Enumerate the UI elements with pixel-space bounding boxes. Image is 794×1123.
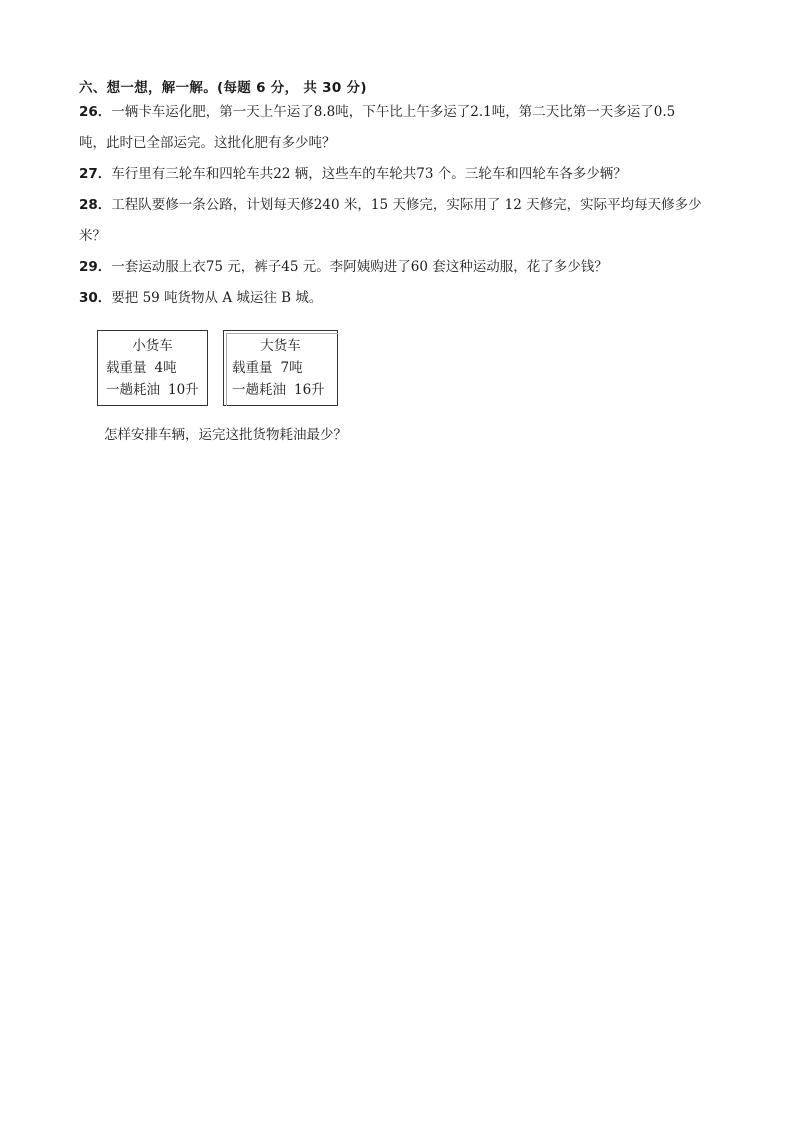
big-truck-card <box>223 330 338 406</box>
question-text: 一套运动服上衣75 元，裤子45 元。李阿姨购进了60 套这种运动服，花了多少钱？ <box>111 259 608 275</box>
fuel-value: 10升 <box>168 382 199 398</box>
question-text-continued: 吨，此时已全部运完。这批化肥有多少吨？ <box>79 135 336 151</box>
question-text: 车行里有三轮车和四轮车共22 辆，这些车的车轮共73 个。三轮车和四轮车各多少辆？ <box>111 166 627 182</box>
truck-title: 小货车 <box>132 338 173 354</box>
fuel-row <box>224 379 337 401</box>
fuel-label: 一趟耗油 <box>232 382 286 398</box>
question-29 <box>79 252 739 283</box>
question-27 <box>79 159 739 190</box>
section-title: 六、想一想，解一解。(每题 6 分， 共 30 分) <box>79 80 367 96</box>
question-28 <box>79 190 739 244</box>
fuel-row <box>98 379 207 401</box>
final-question: 怎样安排车辆，运完这批货物耗油最少？ <box>104 427 347 443</box>
question-26 <box>79 97 739 151</box>
question-text: 要把 59 吨货物从 A 城运往 B 城。 <box>111 290 323 306</box>
small-truck-card <box>97 330 208 406</box>
capacity-row <box>224 357 337 379</box>
capacity-row <box>98 357 207 379</box>
question-text-continued: 米？ <box>79 228 106 244</box>
truck-title: 大货车 <box>260 338 301 354</box>
question-number: 30． <box>79 290 112 306</box>
question-number: 27． <box>79 166 112 182</box>
question-30 <box>79 283 739 314</box>
capacity-value: 7吨 <box>280 360 303 376</box>
question-number: 26． <box>79 104 112 120</box>
fuel-label: 一趟耗油 <box>106 382 160 398</box>
capacity-label: 载重量 <box>232 360 273 376</box>
fuel-value: 16升 <box>294 382 325 398</box>
question-text: 工程队要修一条公路，计划每天修240 米，15 天修完，实际用了 12 天修完，实际平均每天修多少 <box>111 197 702 213</box>
question-text: 一辆卡车运化肥，第一天上午运了8.8吨，下午比上午多运了2.1吨，第二天比第一天多运了0.5 <box>111 104 676 120</box>
capacity-value: 4吨 <box>154 360 177 376</box>
question-number: 29． <box>79 259 112 275</box>
capacity-label: 载重量 <box>106 360 147 376</box>
question-number: 28． <box>79 197 112 213</box>
